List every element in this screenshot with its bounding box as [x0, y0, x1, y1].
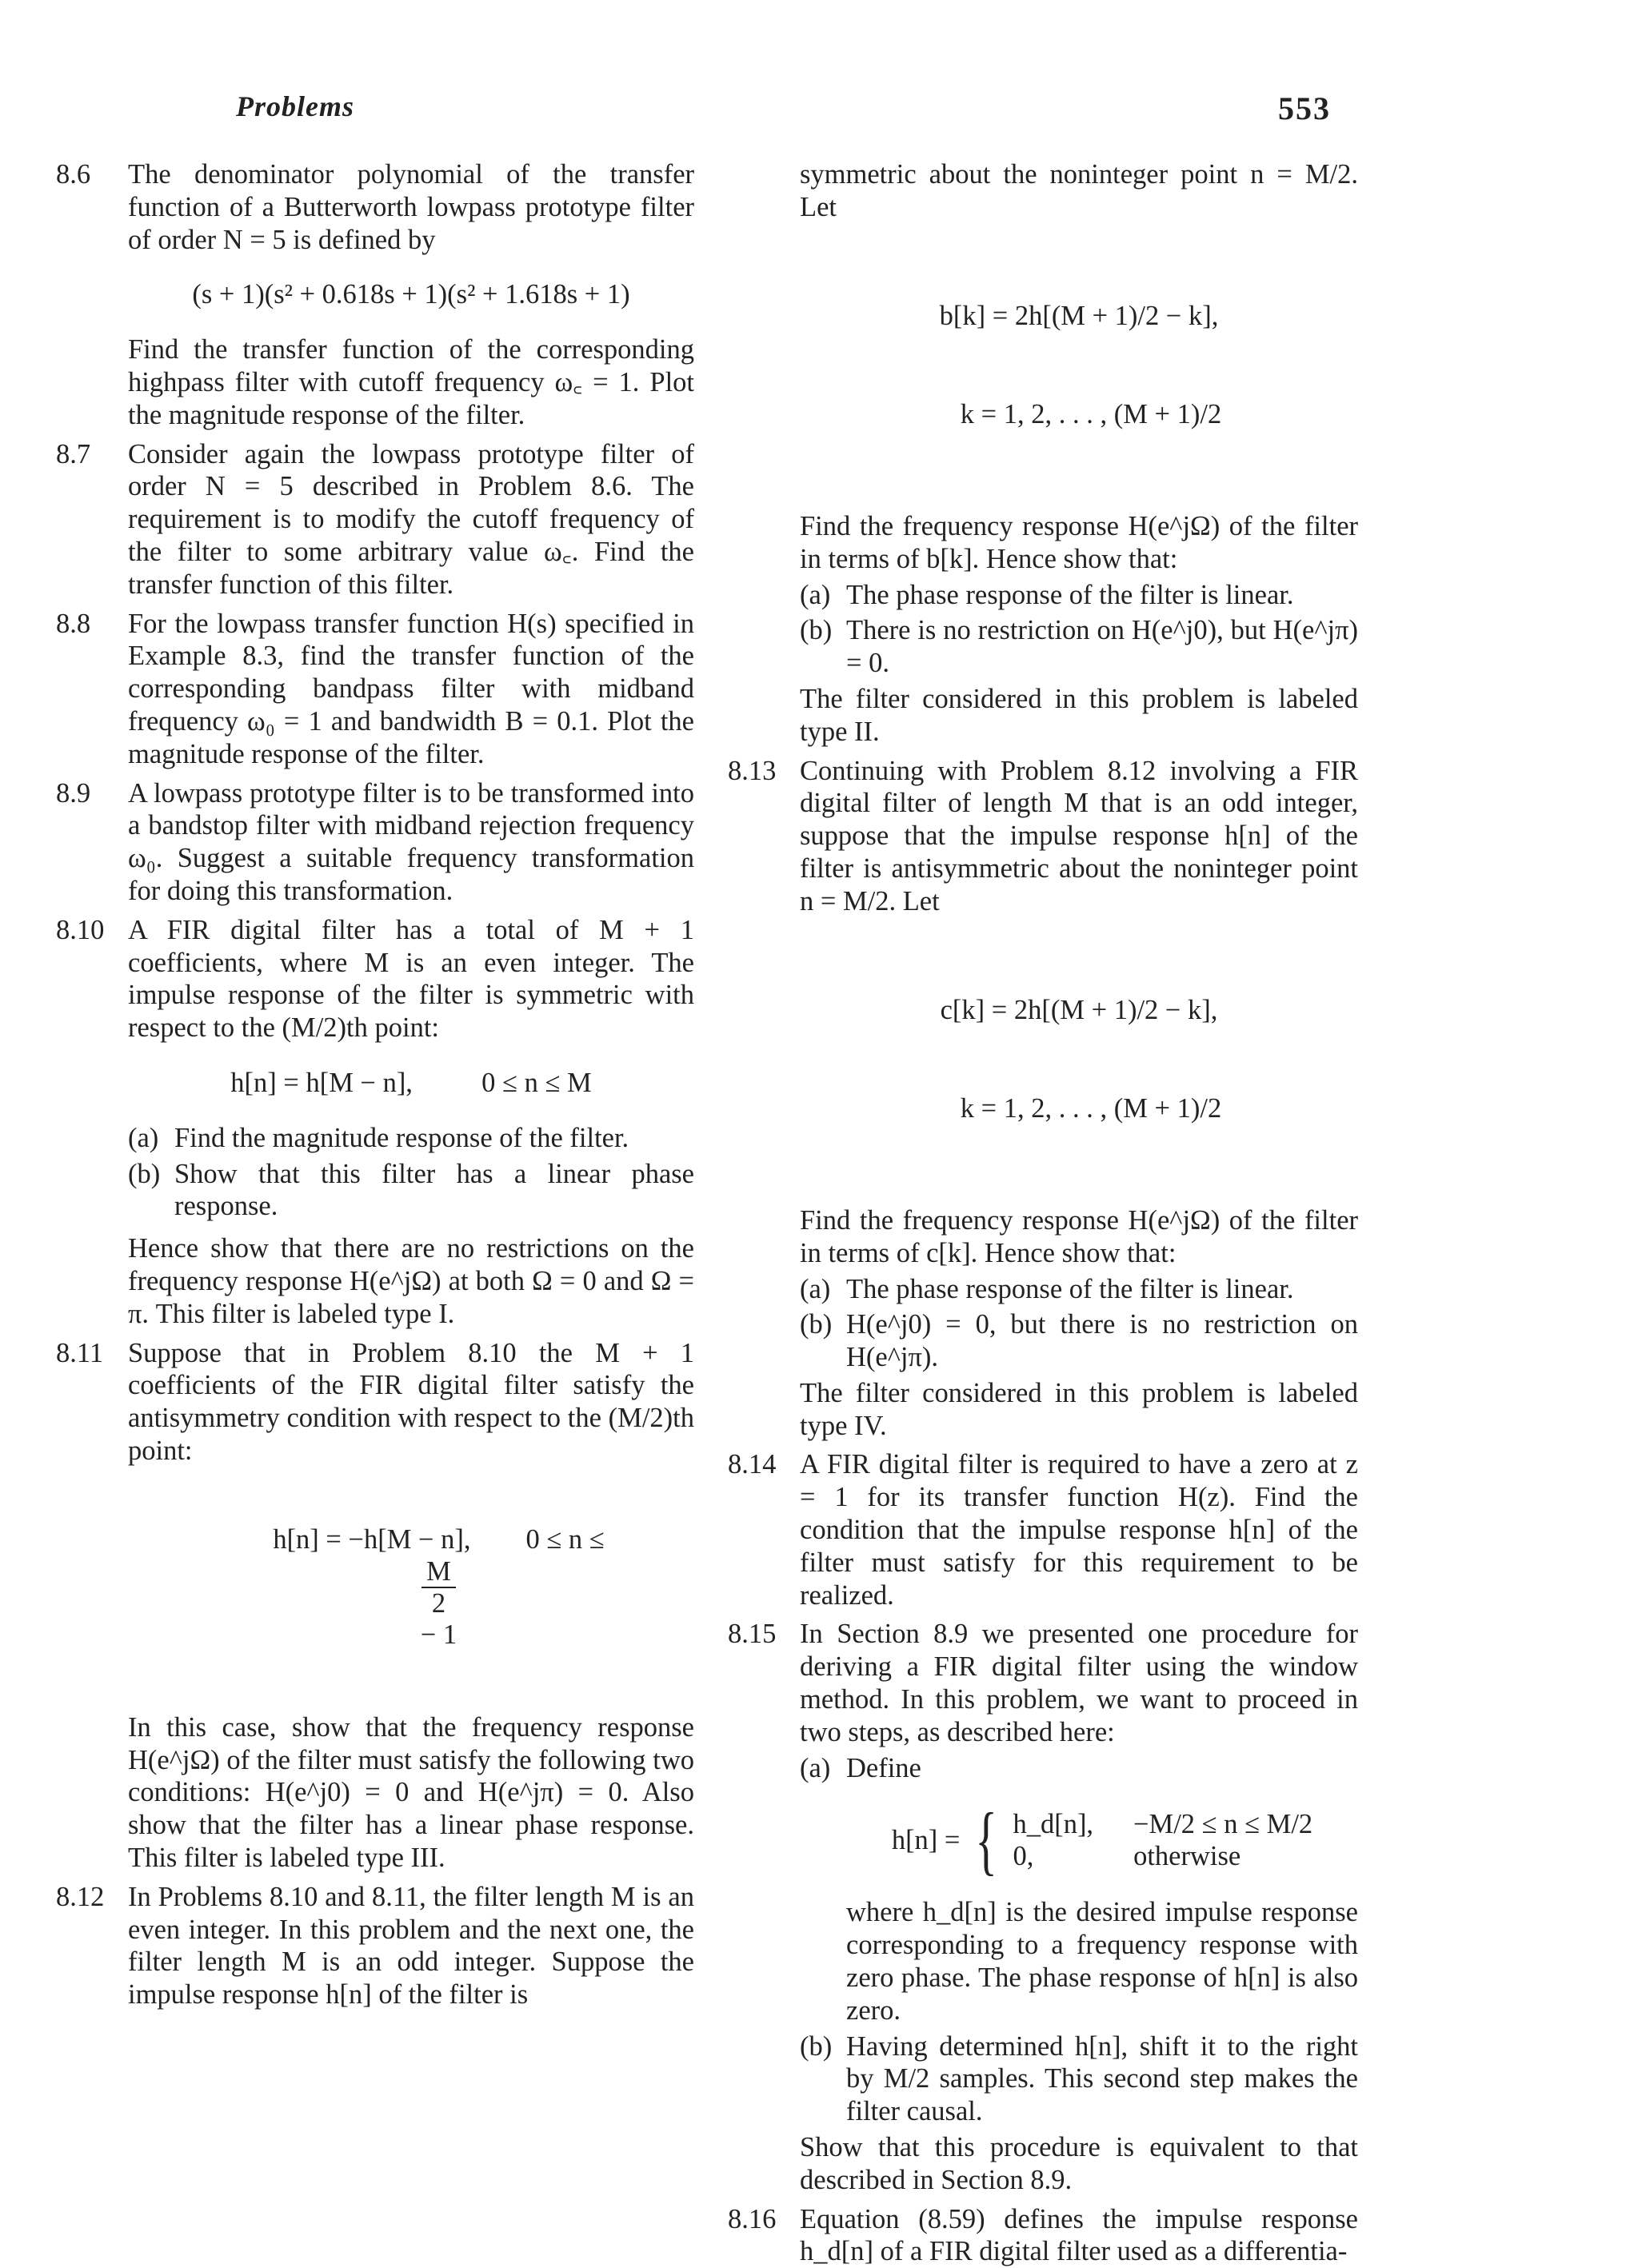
page-number: 553: [1278, 90, 1331, 126]
equation: [800, 235, 1358, 496]
problem-text: The filter considered in this problem is labeled type IV.: [800, 1377, 1358, 1441]
problem-8-9: [56, 777, 694, 908]
problem-text: Find the frequency response H(e^jΩ) of the filter in terms of b[k]. Hence show that:: [800, 510, 1358, 574]
problem-8-12: [56, 1881, 694, 2011]
item-text: Show that this filter has a linear phase response.: [174, 1158, 694, 1222]
item-label: (a): [800, 1752, 831, 1783]
problem-text: Find the frequency response H(e^jΩ) of the filter in terms of c[k]. Hence show that:: [800, 1204, 1358, 1268]
problem-text: Continuing with Problem 8.12 involving a FIR digital filter of length M that is an odd integer, suppose that the impulse response h[n] of the filter is antisymmetric about the noninteger point n = M/2. Let: [800, 755, 1358, 916]
fraction-numerator: M: [421, 1556, 456, 1588]
problem-text: For the lowpass transfer function H(s) specified in Example 8.3, find the transfer function of the corresponding bandpass filter with midband frequency ω₀ = 1 and bandwidth B = 0.1. Plot the magnitude response of the filter.: [128, 608, 694, 769]
left-column: [56, 158, 694, 2011]
item-text: Find the magnitude response of the filter.: [174, 1122, 629, 1153]
equation-line: k = 1, 2, . . . , (M + 1)/2: [960, 1092, 1222, 1124]
problem-8-16: [728, 2203, 1358, 2268]
problem-number: 8.8: [56, 608, 91, 639]
problem-text: Equation (8.59) defines the impulse response h_d[n] of a FIR digital filter used as a differentia-: [800, 2203, 1358, 2267]
problem-8-14: [728, 1448, 1358, 1611]
problem-number: 8.15: [728, 1619, 777, 1650]
problem-text: Suppose that in Problem 8.10 the M + 1 coefficients of the FIR digital filter satisfy the antisymmetry condition with respect to the (M/2)th point:: [128, 1337, 694, 1466]
sub-item-b: [800, 1308, 1358, 1374]
case-value: 0,: [1013, 1841, 1034, 1872]
equation: (s + 1)(s² + 0.618s + 1)(s² + 1.618s + 1): [192, 279, 630, 310]
sub-item-a: [128, 1122, 694, 1155]
case-value: h_d[n],: [1013, 1808, 1094, 1839]
item-label: (a): [128, 1122, 159, 1153]
problem-8-10: [56, 914, 694, 1331]
problem-8-11: [56, 1337, 694, 1875]
problem-8-15: [728, 1618, 1358, 2196]
problem-number: 8.10: [56, 914, 105, 945]
sub-item-a: [800, 1752, 1358, 2027]
problem-8-8: [56, 608, 694, 771]
item-text: There is no restriction on H(e^j0), but H(e^jπ) = 0.: [846, 615, 1358, 679]
problem-number: 8.7: [56, 438, 91, 469]
equation-line: c[k] = 2h[(M + 1)/2 − k],: [940, 995, 1218, 1026]
problem-text: In Problems 8.10 and 8.11, the filter length M is an even integer. In this problem and the next one, the filter length M is an odd integer. Suppose the impulse response h[n] of the filter is: [128, 1881, 694, 2010]
sub-item-b: [800, 2030, 1358, 2128]
item-label: (a): [800, 579, 831, 610]
problem-text: Hence show that there are no restrictions on the frequency response H(e^jΩ) at both Ω = 0 and Ω = π. This filter is labeled type I.: [128, 1233, 694, 1329]
item-text: Define: [846, 1752, 921, 1783]
piecewise-cases: [1013, 1808, 1312, 1874]
item-text: The phase response of the filter is linear.: [846, 1273, 1294, 1304]
equation: h[n] = h[M − n], 0 ≤ n ≤ M: [230, 1067, 592, 1098]
item-text: The phase response of the filter is linear.: [846, 579, 1294, 610]
sub-item-a: [800, 579, 1358, 612]
running-head: Problems: [236, 90, 354, 122]
sub-item-b: [800, 614, 1358, 680]
item-text: H(e^j0) = 0, but there is no restriction on H(e^jπ).: [846, 1309, 1358, 1373]
problem-text: The denominator polynomial of the transfer function of a Butterworth lowpass prototype filter of order N = 5 is defined by: [128, 159, 694, 255]
equation-lhs: h[n] =: [891, 1825, 961, 1856]
piecewise-equation: [846, 1797, 1358, 1883]
equation-line: k = 1, 2, . . . , (M + 1)/2: [960, 398, 1222, 429]
problem-text: Show that this procedure is equivalent to that described in Section 8.9.: [800, 2132, 1358, 2195]
fraction-denominator: 2: [431, 1588, 446, 1619]
item-text: where h_d[n] is the desired impulse response corresponding to a frequency response with zero phase. The phase response of h[n] is also zero.: [846, 1897, 1358, 2026]
equation-rhs: − 1: [420, 1619, 457, 1651]
problem-number: 8.9: [56, 777, 91, 809]
problem-text: Consider again the lowpass prototype filter of order N = 5 described in Problem 8.6. The requirement is to modify the cutoff frequency of the filter to some arbitrary value ω꜀. Find the transfer function of this filter.: [128, 438, 694, 600]
problem-text: The filter considered in this problem is labeled type II.: [800, 683, 1358, 747]
problem-text: A FIR digital filter is required to have a zero at z = 1 for its transfer function H(z). Find the condition that the impulse response h[n] of the filter must satisfy for this requirement to be realized.: [800, 1449, 1358, 1611]
fraction: [421, 1556, 456, 1619]
item-label: (a): [800, 1273, 831, 1304]
equation: [800, 929, 1358, 1190]
case-condition: −M/2 ≤ n ≤ M/2: [1133, 1808, 1313, 1839]
problem-text: In Section 8.9 we presented one procedure for deriving a FIR digital filter using the window method. In this problem, we want to proceed in two steps, as described here:: [800, 1619, 1358, 1747]
problem-text: In this case, show that the frequency response H(e^jΩ) of the filter must satisfy the following two conditions: H(e^j0) = 0 and H(e^jπ) = 0. Also show that the filter has a linear phase response. This filter is labeled type III.: [128, 1711, 694, 1874]
problem-number: 8.16: [728, 2203, 777, 2234]
problem-number: 8.11: [56, 1337, 104, 1368]
problem-text: Find the transfer function of the corresponding highpass filter with cutoff frequency ω꜀ = 1. Plot the magnitude response of the filter.: [128, 334, 694, 430]
problem-text: A lowpass prototype filter is to be transformed into a bandstop filter with midband rejection frequency ω₀. Suggest a suitable frequency transformation for doing this transformation.: [128, 777, 694, 906]
problem-number: 8.14: [728, 1449, 777, 1480]
problem-number: 8.13: [728, 755, 777, 786]
item-text: Having determined h[n], shift it to the right by M/2 samples. This second step makes the filter causal.: [846, 2030, 1358, 2127]
equation-line: b[k] = 2h[(M + 1)/2 − k],: [939, 301, 1219, 332]
case-condition: otherwise: [1133, 1841, 1241, 1872]
problem-number: 8.12: [56, 1881, 105, 1912]
equation: [128, 1491, 694, 1684]
problem-number: 8.6: [56, 159, 91, 190]
problem-text: A FIR digital filter has a total of M + 1 coefficients, where M is an even integer. The impulse response of the filter is symmetric with respect to the (M/2)th point:: [128, 914, 694, 1044]
item-label: (b): [800, 1309, 833, 1340]
right-column: [728, 158, 1358, 2268]
item-label: (b): [800, 615, 833, 646]
problem-8-6: [56, 158, 694, 432]
problem-8-13: [728, 755, 1358, 1443]
left-brace: {: [975, 1797, 998, 1883]
problem-8-7: [56, 438, 694, 601]
item-label: (b): [128, 1158, 161, 1189]
problem-text: symmetric about the noninteger point n = M/2. Let: [800, 159, 1358, 222]
sub-item-b: [128, 1158, 694, 1224]
sub-item-a: [800, 1273, 1358, 1306]
problem-8-12-continued: [728, 158, 1358, 749]
equation-lhs: h[n] = −h[M − n], 0 ≤ n ≤: [273, 1524, 605, 1555]
item-label: (b): [800, 2030, 833, 2062]
